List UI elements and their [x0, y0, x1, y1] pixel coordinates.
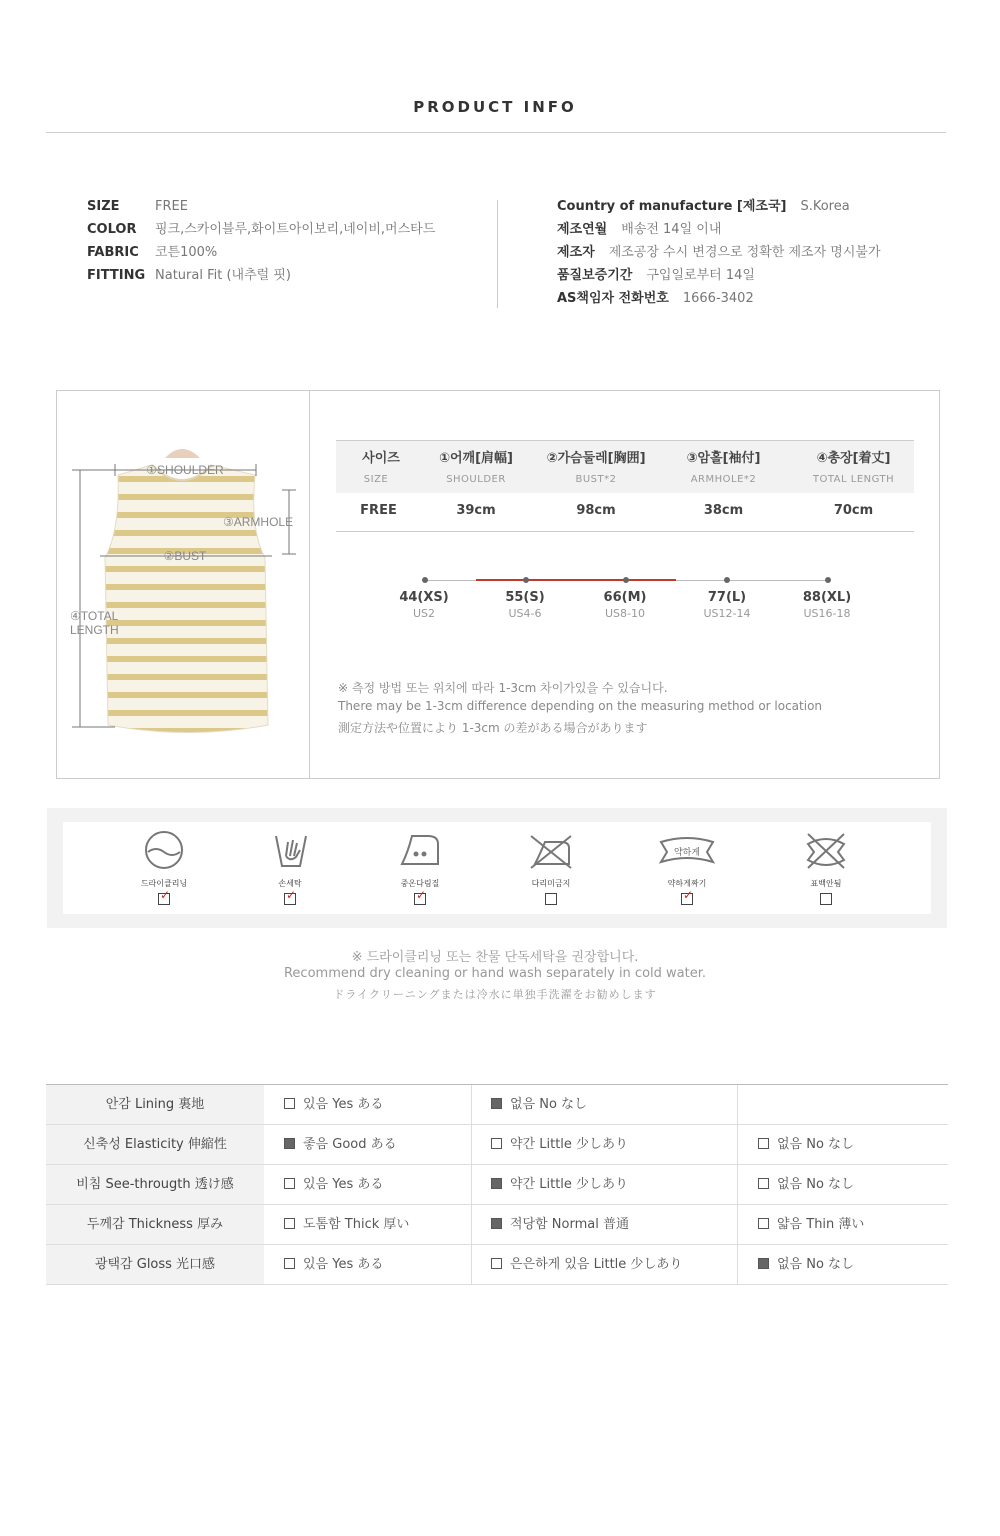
spec-key: FABRIC	[87, 245, 139, 260]
care-note-ko: ※ 드라이클리닝 또는 찬물 단독세탁을 권장합니다.	[351, 950, 639, 965]
spec-value: 코튼100%	[155, 245, 218, 260]
option-label: 없음 No なし	[777, 1137, 855, 1152]
option-checkbox	[758, 1178, 769, 1189]
care-item	[255, 830, 325, 909]
column-divider	[737, 1245, 738, 1284]
size-scale-highlight	[476, 579, 676, 581]
table-row	[46, 1165, 948, 1205]
wring-gently-icon	[657, 830, 717, 872]
spec-list-left	[87, 198, 435, 290]
spec-value: 제조공장 수시 변경으로 정확한 제조자 명시불가	[608, 245, 881, 260]
spec-row	[557, 221, 881, 244]
spec-row	[557, 198, 881, 221]
scale-us-size: US12-14	[703, 607, 751, 620]
option-checkbox	[284, 1098, 295, 1109]
hand-wash-icon	[268, 830, 312, 872]
option-checkbox	[284, 1258, 295, 1269]
column-header: 사이즈	[362, 451, 400, 466]
care-item	[791, 830, 861, 909]
column-subheader: TOTAL LENGTH	[812, 474, 895, 485]
spec-row	[557, 290, 881, 313]
option-checkbox	[284, 1138, 295, 1149]
table-row	[46, 1125, 948, 1165]
wring-icon-text: 약하게	[673, 848, 701, 858]
column-subheader: BUST*2	[575, 474, 617, 485]
table-cell: 70cm	[833, 503, 874, 518]
option-checkbox	[758, 1258, 769, 1269]
spec-key: 제조자	[557, 245, 595, 260]
size-table-row	[336, 493, 914, 532]
scale-us-size: US16-18	[803, 607, 851, 620]
column-header: ①어깨[肩幅]	[438, 451, 513, 466]
scale-dot	[523, 577, 529, 583]
fabric-table	[46, 1084, 948, 1285]
option-label: 있음 Yes ある	[303, 1257, 384, 1272]
option-checkbox	[758, 1218, 769, 1229]
option-checkbox	[491, 1218, 502, 1229]
scale-kr-size: 44(XS)	[399, 590, 449, 605]
column-divider	[737, 1165, 738, 1204]
size-box-divider	[309, 391, 310, 778]
spec-row	[87, 244, 435, 267]
column-subheader: SIZE	[363, 474, 389, 485]
option-label: 없음 No なし	[777, 1257, 855, 1272]
column-divider	[737, 1085, 738, 1124]
option	[284, 1165, 383, 1204]
column-divider	[471, 1205, 472, 1244]
option	[284, 1085, 383, 1124]
care-label: 표백안됨	[810, 879, 842, 888]
scale-label	[687, 590, 767, 620]
length-label: LENGTH	[70, 623, 119, 637]
spec-key: 제조연월	[557, 222, 608, 237]
care-label: 손세탁	[278, 879, 302, 888]
option-label: 없음 No なし	[510, 1097, 588, 1112]
table-row	[46, 1085, 948, 1125]
row-label: 비침 See-througth 透け感	[46, 1165, 264, 1204]
scale-label	[585, 590, 665, 620]
option-label: 은은하게 있음 Little 少しあり	[510, 1257, 683, 1272]
table-cell: 38cm	[703, 503, 744, 518]
spec-row	[87, 267, 435, 290]
armhole-label: ③ARMHOLE	[223, 515, 294, 529]
option-checkbox	[284, 1178, 295, 1189]
spec-row	[557, 244, 881, 267]
care-checkbox: ✓	[284, 893, 296, 905]
dry-clean-icon	[142, 830, 186, 872]
column-divider	[737, 1205, 738, 1244]
care-checkbox: ✓	[414, 893, 426, 905]
spec-value: S.Korea	[800, 199, 850, 214]
option-label: 없음 No なし	[777, 1177, 855, 1192]
option-label: 좋음 Good ある	[303, 1137, 397, 1152]
table-cell: 98cm	[576, 503, 616, 518]
no-iron-icon	[529, 830, 573, 872]
scale-dot	[623, 577, 629, 583]
care-checkbox: ✓	[158, 893, 170, 905]
no-bleach-icon	[804, 830, 848, 872]
column-header: ②가슴둘레[胸囲]	[546, 451, 646, 466]
spec-value: Natural Fit (내추럴 핏)	[155, 268, 291, 283]
option-checkbox	[491, 1258, 502, 1269]
column-header: ③암홀[袖付]	[686, 451, 761, 466]
spec-row	[87, 198, 435, 221]
column-divider	[471, 1085, 472, 1124]
care-label: 중온다림질	[400, 879, 440, 888]
option	[284, 1125, 397, 1164]
column-divider	[471, 1165, 472, 1204]
option	[758, 1245, 854, 1284]
row-label: 광택감 Gloss 光口感	[46, 1245, 264, 1284]
care-item	[652, 830, 722, 909]
option-label: 적당함 Normal 普通	[510, 1217, 629, 1232]
scale-us-size: US8-10	[605, 607, 645, 620]
table-row	[46, 1245, 948, 1285]
garment-diagram	[60, 440, 305, 740]
option-checkbox	[284, 1218, 295, 1229]
care-item	[129, 830, 199, 909]
care-checkbox	[545, 893, 557, 905]
measure-note-en: There may be 1-3cm difference depending on the measuring method or location	[338, 699, 823, 713]
spec-list-right	[557, 198, 881, 313]
spec-value: 구입일로부터 14일	[646, 268, 755, 283]
column-subheader: ARMHOLE*2	[690, 474, 757, 485]
shoulder-label: ①SHOULDER	[146, 463, 224, 477]
measure-note-ja: 測定方法や位置により 1-3cm の差がある場合があります	[338, 721, 648, 735]
option	[491, 1085, 587, 1124]
option	[491, 1205, 629, 1244]
scale-kr-size: 77(L)	[707, 590, 747, 605]
table-cell: 39cm	[456, 503, 496, 518]
option	[758, 1205, 864, 1244]
option	[284, 1245, 383, 1284]
care-checkbox: ✓	[681, 893, 693, 905]
length-label: ④TOTAL	[70, 609, 119, 623]
hanger-shape	[165, 449, 200, 458]
care-checkbox	[820, 893, 832, 905]
iron-icon	[398, 830, 442, 872]
care-label: 다리미금지	[531, 879, 571, 888]
care-note-en: Recommend dry cleaning or hand wash separately in cold water.	[283, 966, 706, 981]
size-table-header	[336, 440, 914, 493]
option	[491, 1245, 682, 1284]
scale-dot	[724, 577, 730, 583]
spec-value: 1666-3402	[682, 291, 754, 306]
scale-kr-size: 55(S)	[505, 590, 545, 605]
care-item	[385, 830, 455, 909]
title-divider	[46, 132, 946, 133]
scale-dot	[422, 577, 428, 583]
spec-value: FREE	[155, 199, 188, 214]
spec-key: SIZE	[87, 199, 120, 214]
column-header: ④총장[着丈]	[816, 451, 891, 466]
spec-key: 품질보증기간	[557, 268, 633, 283]
option	[491, 1165, 628, 1204]
care-note-ja: ドライクリーニングまたは冷水に単独手洗濯をお勧めします	[333, 988, 657, 1001]
option-checkbox	[758, 1138, 769, 1149]
scale-kr-size: 66(M)	[603, 590, 647, 605]
care-label: 드라이클리닝	[140, 879, 188, 888]
scale-kr-size: 88(XL)	[802, 590, 852, 605]
measure-note-ko: ※ 측정 방법 또는 위치에 따라 1-3cm 차이가있을 수 있습니다.	[338, 681, 668, 695]
spec-key: Country of manufacture [제조국]	[557, 199, 787, 214]
column-divider	[737, 1125, 738, 1164]
option-checkbox	[491, 1178, 502, 1189]
option	[284, 1205, 409, 1244]
spec-key: AS책임자 전화번호	[557, 291, 669, 306]
bust-label: ②BUST	[163, 549, 207, 563]
column-divider	[471, 1245, 472, 1284]
option	[758, 1125, 854, 1164]
scale-us-size: US4-6	[508, 607, 542, 620]
row-label: 안감 Lining 裏地	[46, 1085, 264, 1124]
row-label: 두께감 Thickness 厚み	[46, 1205, 264, 1244]
size-table	[336, 440, 914, 532]
care-label: 약하게짜기	[667, 879, 707, 888]
scale-label	[787, 590, 867, 620]
spec-row	[557, 267, 881, 290]
option-label: 약간 Little 少しあり	[510, 1137, 629, 1152]
option	[758, 1165, 854, 1204]
option-checkbox	[491, 1138, 502, 1149]
option	[491, 1125, 628, 1164]
care-item	[516, 830, 586, 909]
page-title: PRODUCT INFO	[413, 98, 577, 116]
table-row	[46, 1205, 948, 1245]
spec-divider	[497, 200, 498, 308]
column-subheader: SHOULDER	[446, 474, 506, 485]
table-cell: FREE	[360, 503, 397, 518]
option-label: 도톰함 Thick 厚い	[303, 1217, 410, 1232]
column-divider	[471, 1125, 472, 1164]
option-checkbox	[491, 1098, 502, 1109]
tank-top-shape	[105, 465, 268, 733]
row-label: 신축성 Elasticity 伸縮性	[46, 1125, 264, 1164]
spec-value: 핑크,스카이블루,화이트아이보리,네이비,머스타드	[155, 222, 436, 237]
scale-label	[485, 590, 565, 620]
spec-value: 배송전 14일 이내	[621, 222, 722, 237]
option-label: 있음 Yes ある	[303, 1177, 384, 1192]
spec-key: FITTING	[87, 268, 146, 283]
option-label: 얇음 Thin 薄い	[777, 1217, 865, 1232]
spec-row	[87, 221, 435, 244]
option-label: 약간 Little 少しあり	[510, 1177, 629, 1192]
spec-key: COLOR	[87, 222, 137, 237]
option-label: 있음 Yes ある	[303, 1097, 384, 1112]
scale-label	[384, 590, 464, 620]
scale-us-size: US2	[412, 607, 436, 620]
scale-dot	[825, 577, 831, 583]
